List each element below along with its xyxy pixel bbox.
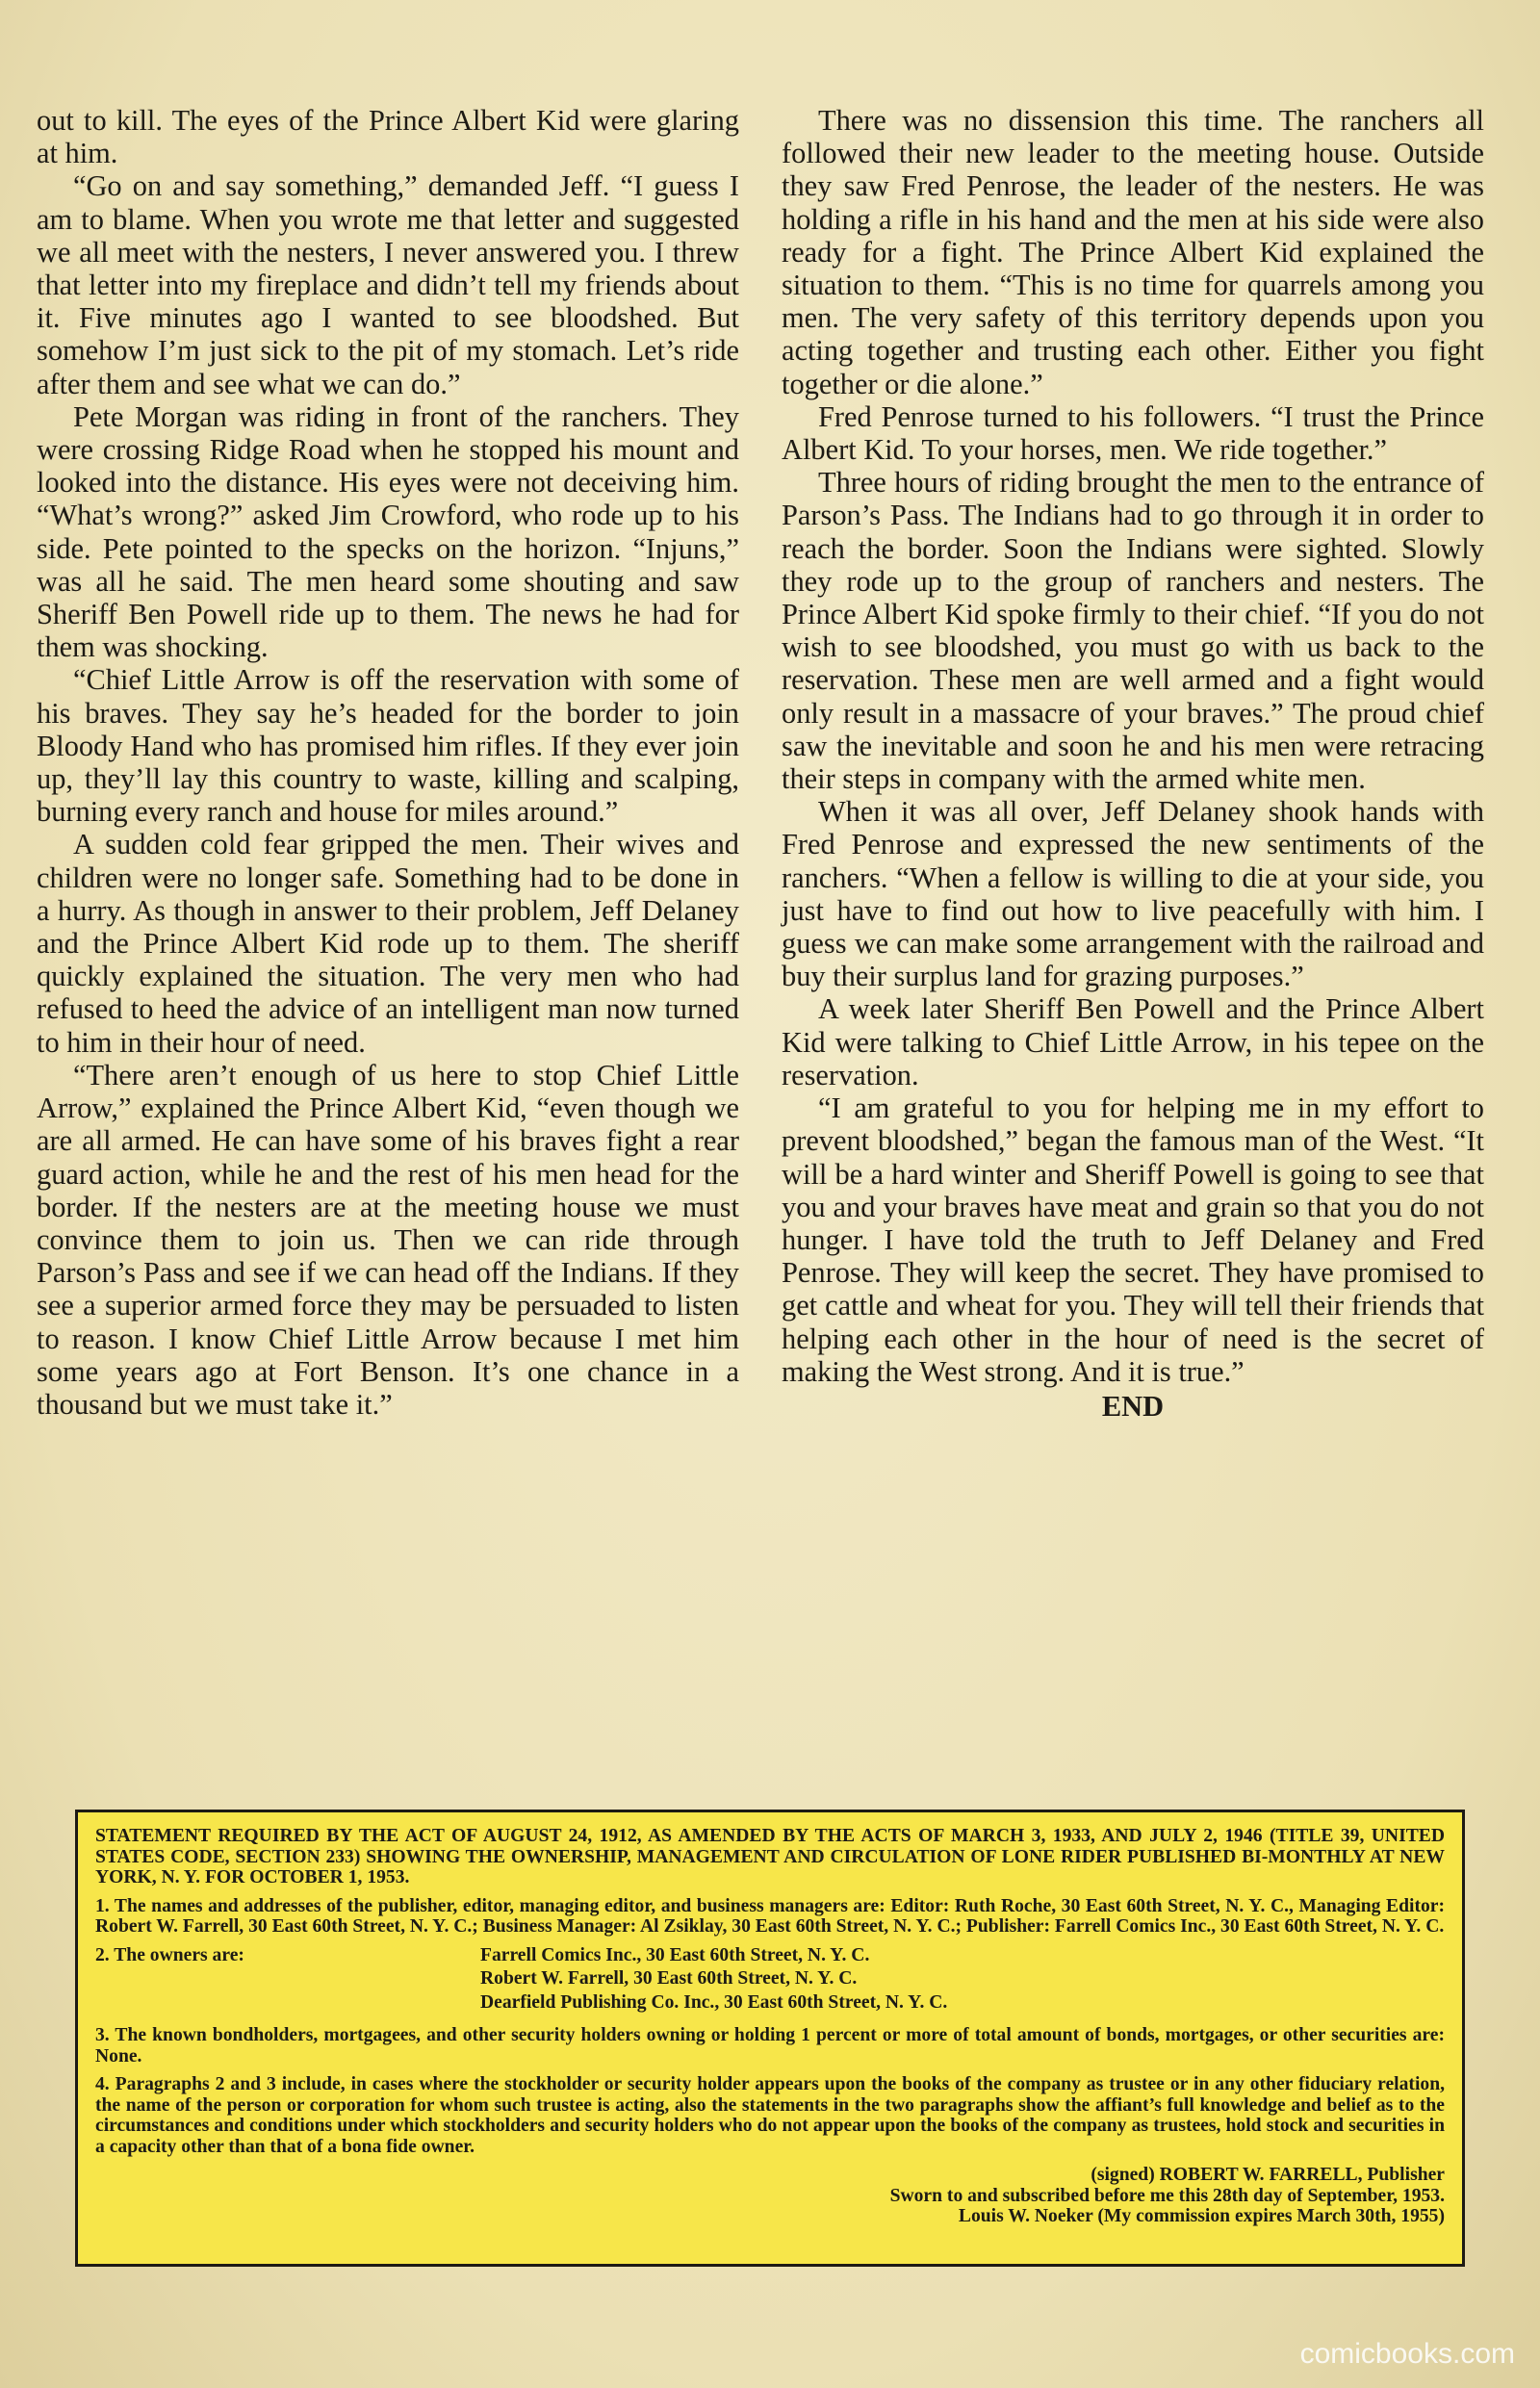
story-column-right [782,104,1484,1423]
story-paragraph: Fred Penrose turned to his followers. “I trust the Prince Albert Kid. To your horses, men. We ride together.” [782,399,1484,467]
statement-header: STATEMENT REQUIRED BY THE ACT OF AUGUST 24, 1912, AS AMENDED BY THE ACTS OF MARCH 3, 1933, AND JULY 2, 1946 (TITLE 39, UNITED STATES CODE, SECTION 233) SHOWING THE OWNERSHIP, MANAGEMENT AND CIRCULATION OF LONE RIDER PUBLISHED BI-MONTHLY AT NEW YORK, N. Y. FOR OCTOBER 1, 1953. [95,1826,1445,1887]
statement-item-1: 1. The names and addresses of the publisher, editor, managing editor, and business managers are: Editor: Ruth Roche, 30 East 60th Street, N. Y. C., Managing Editor: Robert W. Farrell, 30 East 60th Street, N. Y. C.; Business Manager: Al Zsiklay, 30 East 60th Street, N. Y. C.; Publisher: Farrell Comics Inc., 30 East 60th Street, N. Y. C. [95,1895,1445,1937]
story-paragraph: “There aren’t enough of us here to stop Chief Little Arrow,” explained the Prince Albert Kid, “even though we are all armed. He can have some of his braves fight a rear guard action, while he and the rest of his men head for the border. If the nesters are at the meeting house we must convince them to join us. Then we can ride through Parson’s Pass and see if we can head off the Indians. If they see a superior armed force they may be persuaded to listen to reason. I know Chief Little Arrow because I met him some years ago at Fort Benson. It’s one chance in a thousand but we must take it.” [37,1058,739,1421]
owner-entry: Dearfield Publishing Co. Inc., 30 East 60th Street, N. Y. C. [480,1991,948,2013]
story-paragraph: out to kill. The eyes of the Prince Albert Kid were glaring at him. [37,104,739,170]
story-paragraph: “I am grateful to you for helping me in my effort to prevent bloodshed,” began the famous man of the West. “It will be a hard winter and Sheriff Powell is going to see that you and your braves have meat and grain so that you do not hunger. I have told the truth to Jeff Delaney and Fred Penrose. They will keep the secret. They have promised to get cattle and wheat for you. They will tell their friends that helping each other in the hour of need is the secret of making the West strong. And it is true.” [782,1091,1484,1388]
end-label: END [1101,1389,1165,1423]
story-paragraph: A sudden cold fear gripped the men. Their wives and children were no longer safe. Something had to be done in a hurry. As though in answer to their problem, Jeff Delaney and the Prince Albert Kid rode up to them. The sheriff quickly explained the situation. The very men who had refused to heed the advice of an intelligent man now turned to him in their hour of need. [37,828,739,1059]
story-paragraph: A week later Sheriff Ben Powell and the Prince Albert Kid were talking to Chief Little Arrow, in his tepee on the reservation. [782,992,1484,1091]
ownership-statement-box [75,1810,1465,2267]
story-column-left [37,104,739,1421]
story-paragraph: “Chief Little Arrow is off the reservation with some of his braves. They say he’s headed for the border to join Bloody Hand who has promised him rifles. If they ever join up, they’ll lay this country to waste, killing and scalping, burning every ranch and house for miles around.” [37,663,739,829]
owner-entry: Robert W. Farrell, 30 East 60th Street, N. Y. C. [480,1968,858,1989]
owners-label: 2. The owners are: [95,1944,244,1965]
statement-item-4: 4. Paragraphs 2 and 3 include, in cases where the stockholder or security holder appears upon the books of the company as trustee or in any other fiduciary relation, the name of the person or corporation for whom such trustee is acting, also the statements in the two paragraphs show the affiant’s full knowledge and belief as to the circumstances and conditions under which stockholders and security holders who do not appear upon the books of the company as trustees, hold stock and securities in a capacity other than that of a bona fide owner. [95,2074,1445,2157]
statement-sworn: Sworn to and subscribed before me this 28th day of September, 1953. [889,2185,1445,2206]
owner-entry: Farrell Comics Inc., 30 East 60th Street, N. Y. C. [480,1944,870,1965]
story-paragraph: Pete Morgan was riding in front of the ranchers. They were crossing Ridge Road when he stopped his mount and looked into the distance. His eyes were not deceiving him. “What’s wrong?” asked Jim Crowford, who rode up to his side. Pete pointed to the specks on the horizon. “Injuns,” was all he said. The men heard some shouting and saw Sheriff Ben Powell ride up to them. The news he had for them was shocking. [37,399,739,664]
owners-list [480,1945,947,2016]
owners-section [95,1945,1445,2016]
story-paragraph: “Go on and say something,” demanded Jeff. “I guess I am to blame. When you wrote me that letter and suggested we all meet with the nesters, I never answered you. I threw that letter into my fireplace and didn’t tell my friends about it. Five minutes ago I wanted to see bloodshed. But somehow I’m just sick to the pit of my stomach. Let’s ride after them and see what we can do.” [37,169,739,400]
story-paragraph: There was no dissension this time. The ranchers all followed their new leader to the meeting house. Outside they saw Fred Penrose, the leader of the nesters. He was holding a rifle in his hand and the men at his side were also ready for a fight. The Prince Albert Kid explained the situation to them. “This is no time for quarrels among you men. The very safety of this territory depends upon you acting together and trusting each other. Either you fight together or die alone.” [782,104,1484,400]
statement-notary: Louis W. Noeker (My commission expires March 30th, 1955) [958,2206,1445,2226]
site-watermark: comicbooks.com [1299,2338,1515,2370]
statement-signature: (signed) ROBERT W. FARRELL, Publisher [1091,2165,1445,2185]
statement-item-3: 3. The known bondholders, mortgagees, and other security holders owning or holding 1 percent or more of total amount of bonds, mortgages, or other securities are: None. [95,2025,1445,2067]
story-paragraph: When it was all over, Jeff Delaney shook hands with Fred Penrose and expressed the new sentiments of the ranchers. “When a fellow is willing to die at your side, you just have to find out how to live peacefully with him. I guess we can make some arrangement with the railroad and buy their surplus land for grazing purposes.” [782,795,1484,993]
story-paragraph: Three hours of riding brought the men to the entrance of Parson’s Pass. The Indians had to go through it in order to reach the border. Soon the Indians were sighted. Slowly they rode up to the group of ranchers and nesters. The Prince Albert Kid spoke firmly to their chief. “If you do not wish to see bloodshed, you must go with us back to the reservation. These men are well armed and a fight would only result in a massacre of your braves.” The proud chief saw the inevitable and soon he and his men were retracing their steps in company with the armed white men. [782,466,1484,796]
